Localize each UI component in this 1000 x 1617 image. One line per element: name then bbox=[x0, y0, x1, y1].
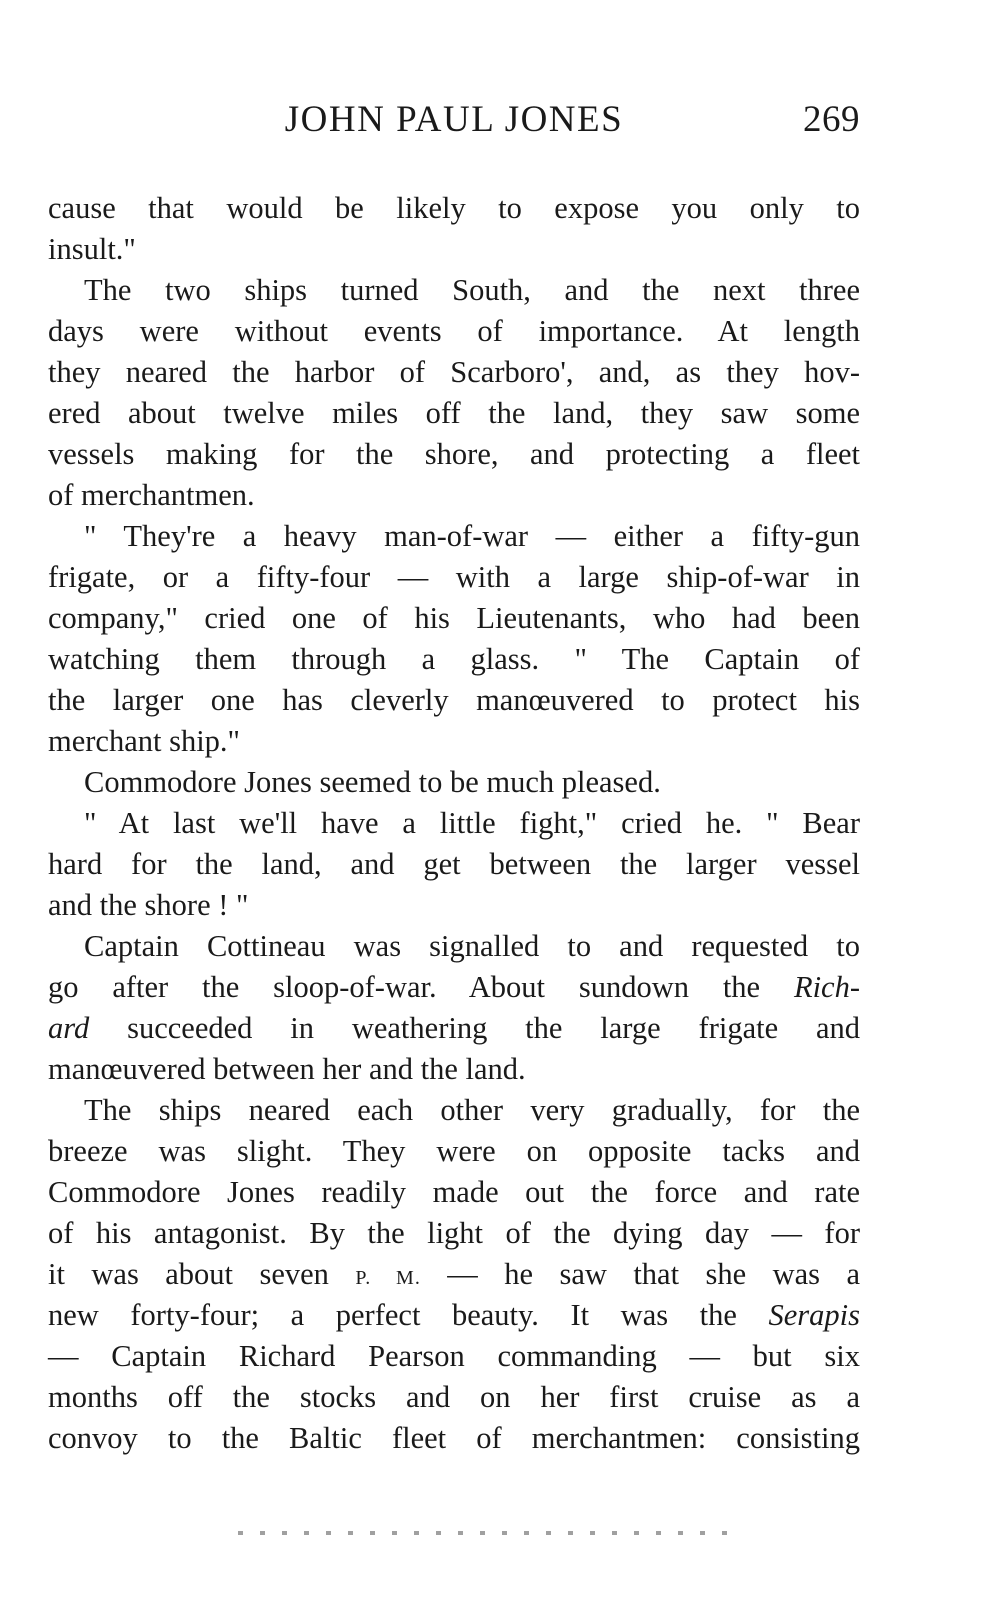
running-title: JOHN PAUL JONES bbox=[284, 99, 624, 140]
running-header bbox=[48, 98, 860, 148]
body-text bbox=[48, 188, 860, 1459]
text-line: company," cried one of his Lieutenants, who had been bbox=[48, 601, 860, 635]
text-line: months off the stocks and on her first cruise as a bbox=[48, 1380, 860, 1414]
text-line: vessels making for the shore, and protecting a fleet bbox=[48, 437, 860, 471]
text-line: watching them through a glass. " The Captain of bbox=[48, 642, 860, 676]
text-line: — Captain Richard Pearson commanding — but six bbox=[48, 1339, 860, 1373]
text-line: Commodore Jones readily made out the force and rate bbox=[48, 1175, 860, 1209]
text-line: ard succeeded in weathering the large frigate and bbox=[48, 1011, 861, 1045]
text-line: and the shore ! " bbox=[48, 888, 249, 922]
ship-name-italic: Serapis bbox=[768, 1298, 860, 1332]
text-line: go after the sloop-of-war. About sundown the Rich- bbox=[48, 970, 861, 1004]
text-line: of merchantmen. bbox=[48, 478, 255, 512]
text-line: hard for the land, and get between the larger vessel bbox=[48, 847, 860, 881]
text-line: it was about seven P. M. — he saw that she was a bbox=[48, 1257, 860, 1291]
text-line: Captain Cottineau was signalled to and requested to bbox=[84, 929, 860, 963]
text-line: " They're a heavy man-of-war — either a fifty-gun bbox=[84, 519, 860, 553]
text-line: new forty-four; a perfect beauty. It was the Serapis bbox=[48, 1298, 860, 1332]
text-line: merchant ship." bbox=[48, 724, 241, 758]
page-number: 269 bbox=[803, 99, 860, 140]
text-line: The ships neared each other very gradually, for the bbox=[84, 1093, 860, 1127]
time-small-caps: P. M. bbox=[355, 1267, 421, 1289]
text-line: insult." bbox=[48, 232, 136, 266]
text-line: The two ships turned South, and the next three bbox=[84, 273, 860, 307]
ship-name-italic: Rich- bbox=[793, 970, 861, 1004]
text-line: frigate, or a fifty-four — with a large ship-of-war in bbox=[48, 560, 860, 594]
text-line: manœuvered between her and the land. bbox=[48, 1052, 526, 1086]
text-line: convoy to the Baltic fleet of merchantmen: consisting bbox=[48, 1421, 860, 1455]
text-line: ered about twelve miles off the land, they saw some bbox=[48, 396, 860, 430]
text-line: days were without events of importance. At length bbox=[48, 314, 860, 348]
text-line: the larger one has cleverly manœuvered to protect his bbox=[48, 683, 860, 717]
text-line: they neared the harbor of Scarboro', and, as they hov- bbox=[48, 355, 860, 389]
text-line: cause that would be likely to expose you only to bbox=[48, 191, 860, 225]
text-line: breeze was slight. They were on opposite tacks and bbox=[48, 1134, 860, 1168]
text-line: " At last we'll have a little fight," cried he. " Bear bbox=[84, 806, 860, 840]
scan-artifact-dots bbox=[238, 1531, 738, 1535]
text-line: of his antagonist. By the light of the dying day — for bbox=[48, 1216, 860, 1250]
ship-name-italic: ard bbox=[48, 1011, 90, 1045]
text-line: Commodore Jones seemed to be much pleased. bbox=[84, 765, 661, 799]
